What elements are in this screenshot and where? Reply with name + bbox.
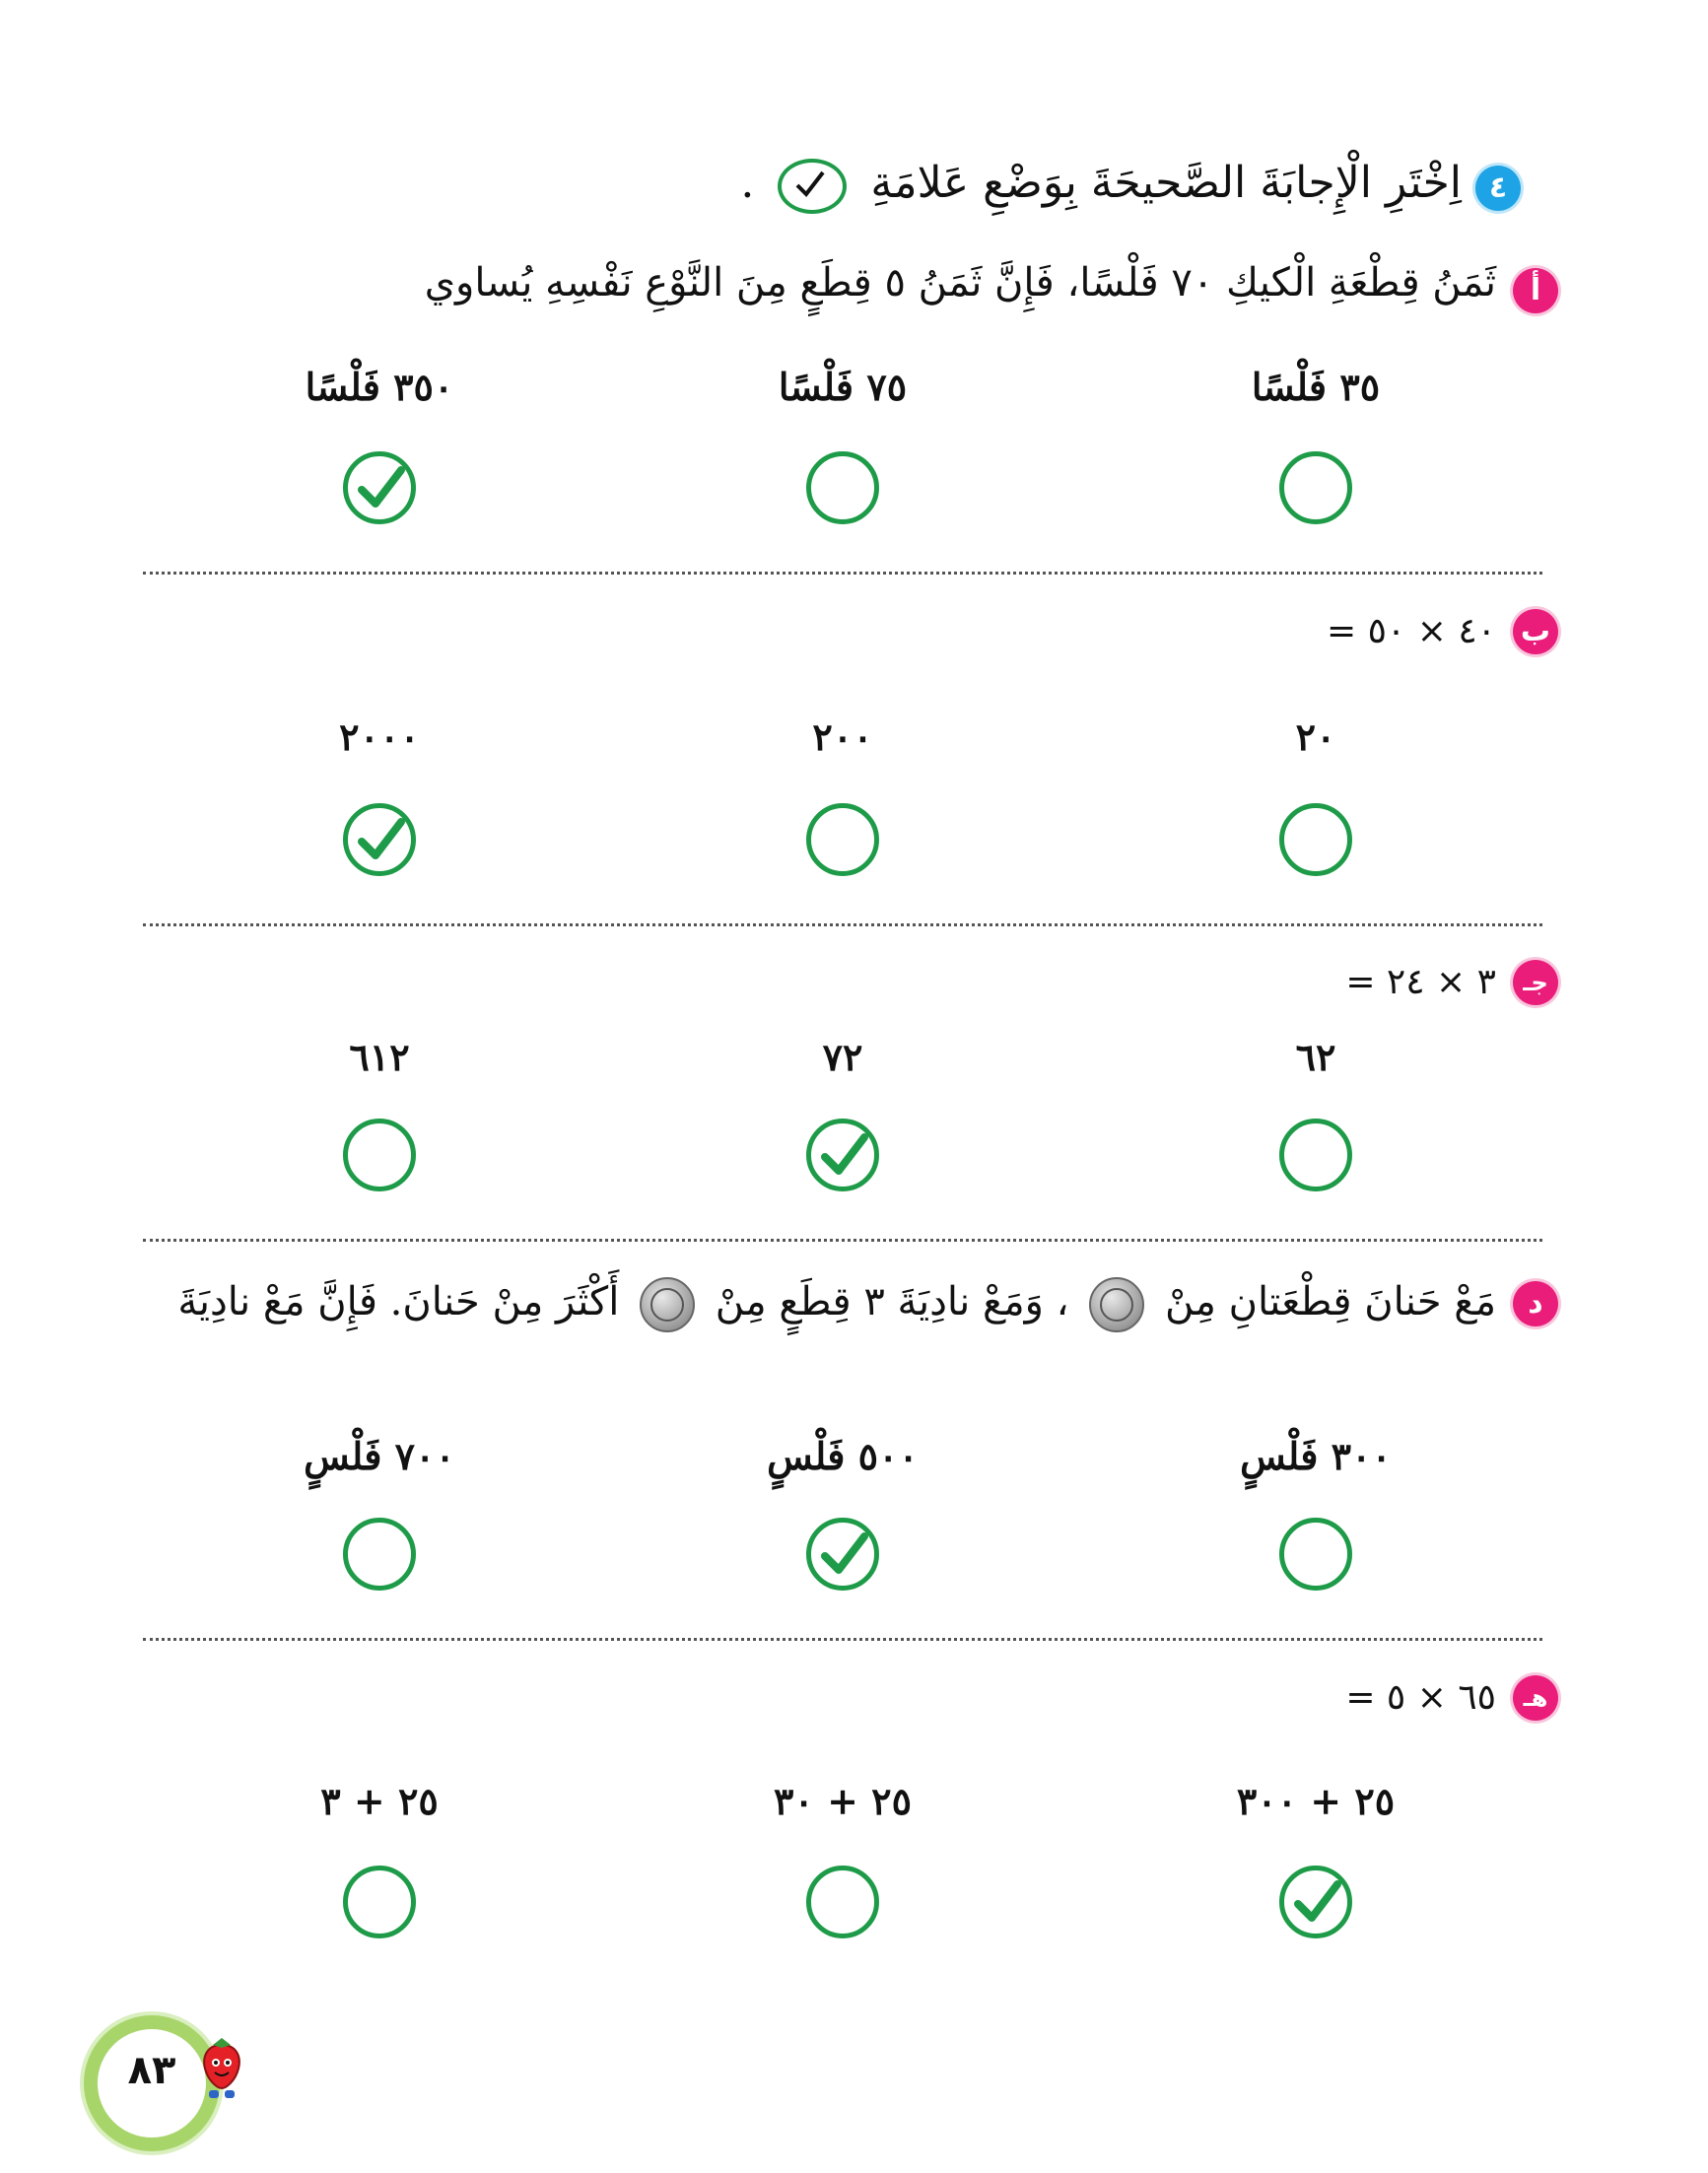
option-b3-circle[interactable] <box>343 803 416 876</box>
option-d3-circle[interactable] <box>343 1518 416 1591</box>
question-a-text: ثَمَنُ قِطْعَةِ الْكيكِ ٧٠ فَلْسًا، فَإِنَّ ثَمَنُ ٥ قِطَعٍ مِنَ النَّوْعِ نَفْسِهِ يُساوي <box>424 260 1496 306</box>
checkmark-icon <box>352 458 413 519</box>
option-c1-circle[interactable] <box>1279 1119 1352 1191</box>
question-c-equation: ٣ × ٢٤ = <box>1345 962 1496 1002</box>
option-a2-label: ٧٥ فَلْسًا <box>778 365 908 409</box>
option-e3-label: ٢٥ + ٣ <box>320 1779 439 1823</box>
option-d1-label: ٣٠٠ فَلْسٍ <box>1240 1434 1392 1478</box>
coin-100-fils-icon <box>640 1277 695 1332</box>
option-e3-circle[interactable] <box>343 1866 416 1938</box>
option-b3-label: ٢٠٠٠ <box>339 714 420 759</box>
option-d2-circle[interactable] <box>806 1518 879 1591</box>
coin-100-fils-icon <box>1089 1277 1144 1332</box>
check-mark-example-icon <box>778 159 847 214</box>
option-b2-label: ٢٠٠ <box>812 714 873 759</box>
option-a3-label: ٣٥٠ فَلْسًا <box>305 365 454 409</box>
question-d-text-part3: أَكْثَرَ مِنْ حَنانَ. فَإِنَّ مَعْ نادِيَةَ <box>177 1279 620 1324</box>
exercise-number-badge: ٤ <box>1475 166 1521 211</box>
option-c2-circle[interactable] <box>806 1119 879 1191</box>
question-b-equation: ٤٠ × ٥٠ = <box>1326 611 1496 651</box>
option-d3-label: ٧٠٠ فَلْسٍ <box>304 1434 455 1478</box>
question-d-text-part2: ، وَمَعْ نادِيَةَ ٣ قِطَعٍ مِنْ <box>715 1279 1069 1324</box>
option-e2-label: ٢٥ + ٣٠ <box>774 1779 912 1823</box>
option-b1-label: ٢٠ <box>1295 714 1336 759</box>
option-a1-label: ٣٥ فَلْسًا <box>1251 365 1381 409</box>
exercise-instruction <box>740 158 1462 214</box>
option-c3-circle[interactable] <box>343 1119 416 1191</box>
checkmark-icon <box>815 1525 876 1586</box>
instruction-period: . <box>740 158 755 208</box>
question-a-badge: أ <box>1513 268 1558 313</box>
divider <box>143 572 1542 575</box>
question-d-badge: د <box>1513 1281 1558 1326</box>
option-d2-label: ٥٠٠ فَلْسٍ <box>767 1434 919 1478</box>
strawberry-mascot-icon <box>197 2035 246 2108</box>
option-d1-circle[interactable] <box>1279 1518 1352 1591</box>
question-e-badge: هـ <box>1513 1675 1558 1721</box>
checkmark-icon <box>1288 1872 1349 1934</box>
divider <box>143 923 1542 926</box>
instruction-text: اِخْتَرِ الْإِجابَةَ الصَّحيحَةَ بِوَضْعِ عَلامَةِ <box>870 158 1462 208</box>
option-c3-label: ٦١٢ <box>349 1035 410 1079</box>
option-b1-circle[interactable] <box>1279 803 1352 876</box>
question-d-text-part1: مَعْ حَنانَ قِطْعَتانِ مِنْ <box>1165 1279 1496 1324</box>
option-a3-circle[interactable] <box>343 451 416 524</box>
divider <box>143 1239 1542 1242</box>
option-e2-circle[interactable] <box>806 1866 879 1938</box>
option-e1-circle[interactable] <box>1279 1866 1352 1938</box>
option-a2-circle[interactable] <box>806 451 879 524</box>
checkmark-icon <box>352 810 413 871</box>
option-a1-circle[interactable] <box>1279 451 1352 524</box>
option-b2-circle[interactable] <box>806 803 879 876</box>
question-c-badge: جـ <box>1513 960 1558 1005</box>
divider <box>143 1638 1542 1641</box>
page-number: ٨٣ <box>127 2048 176 2093</box>
option-c2-label: ٧٢ <box>822 1035 863 1079</box>
option-c1-label: ٦٢ <box>1295 1035 1336 1079</box>
checkmark-icon <box>815 1125 876 1187</box>
question-e-equation: ٦٥ × ٥ = <box>1345 1677 1496 1718</box>
question-b-badge: ب <box>1513 609 1558 654</box>
option-e1-label: ٢٥ + ٣٠٠ <box>1236 1779 1396 1823</box>
question-d-text <box>177 1277 1496 1332</box>
